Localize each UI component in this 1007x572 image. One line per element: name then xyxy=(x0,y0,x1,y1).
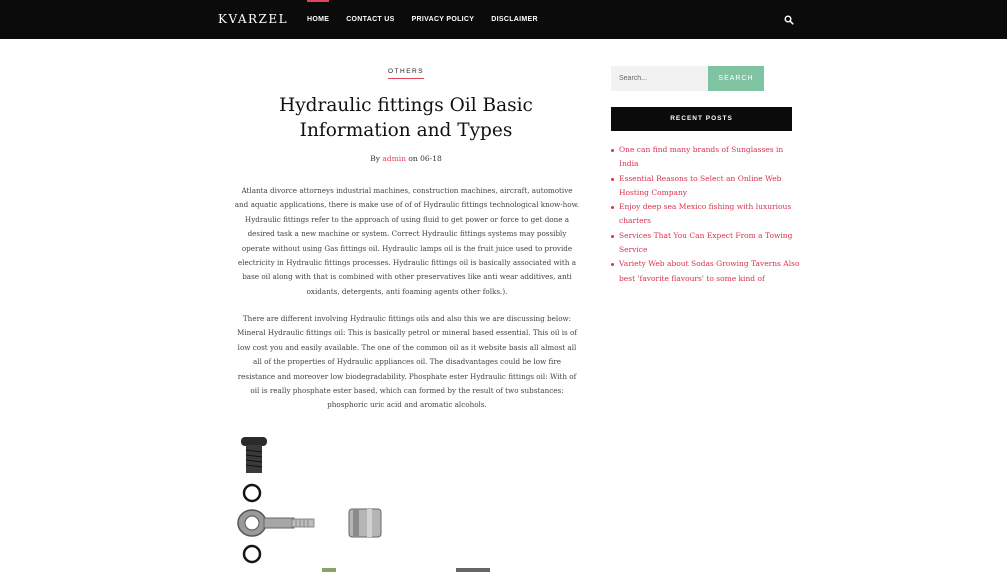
recent-post-link[interactable]: Enjoy deep sea Mexico fishing with luxurious charters xyxy=(619,202,792,226)
list-item xyxy=(611,172,801,201)
recent-post-link[interactable]: One can find many brands of Sunglasses in India xyxy=(619,145,784,169)
hydraulic-fittings-image xyxy=(234,428,580,572)
nav-contact-us[interactable]: CONTACT US xyxy=(346,16,395,23)
sidebar-search-input[interactable] xyxy=(611,66,708,91)
top-navigation-bar xyxy=(0,0,1007,39)
recent-post-link[interactable]: Variety Web about Sodas Growing Taverns Also best 'favorite flavours' to some kind of xyxy=(619,259,800,283)
recent-posts-list xyxy=(611,143,801,286)
post-meta xyxy=(300,154,512,163)
post-title-line-2: Information and Types xyxy=(299,120,513,141)
recent-posts-header: RECENT POSTS xyxy=(611,107,792,131)
meta-date: 06-18 xyxy=(420,154,442,163)
washer-ring-2 xyxy=(244,546,260,562)
sidebar-search-button[interactable]: SEARCH xyxy=(708,66,764,91)
post-paragraph-2: There are different involving Hydraulic fittings oils and also this we are discussing below: Mineral Hydraulic fittings oil: This is basically petrol or mineral based essential. This oil is of low cost you and easily available. The one of the common oil as it website basis all almost all all of the properties of Hydraulic appliances oil. The disadvantages could be low fire resistance and moreover low biodegradability. Phosphate ester Hydraulic fittings oil: With of oil is really phosphate ester based, which can formed by the result of two substances: phosphoric uric acid and aromatic alcohols. xyxy=(237,314,577,410)
meta-by: By xyxy=(370,154,380,163)
meta-author-link[interactable]: admin xyxy=(382,154,406,163)
compression-nut-part xyxy=(349,509,381,537)
nav-privacy-policy[interactable]: PRIVACY POLICY xyxy=(411,16,475,23)
washer-ring-1 xyxy=(244,485,260,501)
banjo-fitting-part xyxy=(238,510,314,536)
search-icon[interactable] xyxy=(784,15,794,25)
bolt-part xyxy=(241,437,267,473)
list-item xyxy=(611,229,801,258)
post-title xyxy=(250,93,562,143)
recent-post-link[interactable]: Essential Reasons to Select an Online Web Hosting Company xyxy=(619,173,782,197)
list-item xyxy=(611,257,801,286)
nav-home[interactable]: HOME xyxy=(307,0,329,39)
post-title-line-1: Hydraulic fittings Oil Basic xyxy=(279,95,533,116)
meta-on: on xyxy=(408,154,418,163)
post-category[interactable]: OTHERS xyxy=(388,68,424,79)
site-logo[interactable]: KVARZEL xyxy=(218,12,289,26)
post-paragraph-1: Atlanta divorce attorneys industrial machines, construction machines, aircraft, automotive and aquatic applications, there is make use of of of Hydraulic fittings technological know-how. Hydraulic fittings refer to the approach of using fluid to get power or force to get done a desired task a new machine or system. Correct Hydraulic fittings systems may possibly operate without using Gas fittings oil. Hydraulic lamps oil is the fruit juice used to provide electricity in Hydraulic fittings processes. Hydraulic fittings oil is basically associated with a base oil along with that is combined with other preservatives like anti wear additives, anti oxidants, detergents, anti foaming agents other folks.). xyxy=(234,186,580,296)
list-item xyxy=(611,143,801,172)
main-nav xyxy=(307,0,555,39)
list-item xyxy=(611,200,801,229)
nav-disclaimer[interactable]: DISCLAIMER xyxy=(491,16,538,23)
recent-post-link[interactable]: Services That You Can Expect From a Towing Service xyxy=(619,230,793,255)
